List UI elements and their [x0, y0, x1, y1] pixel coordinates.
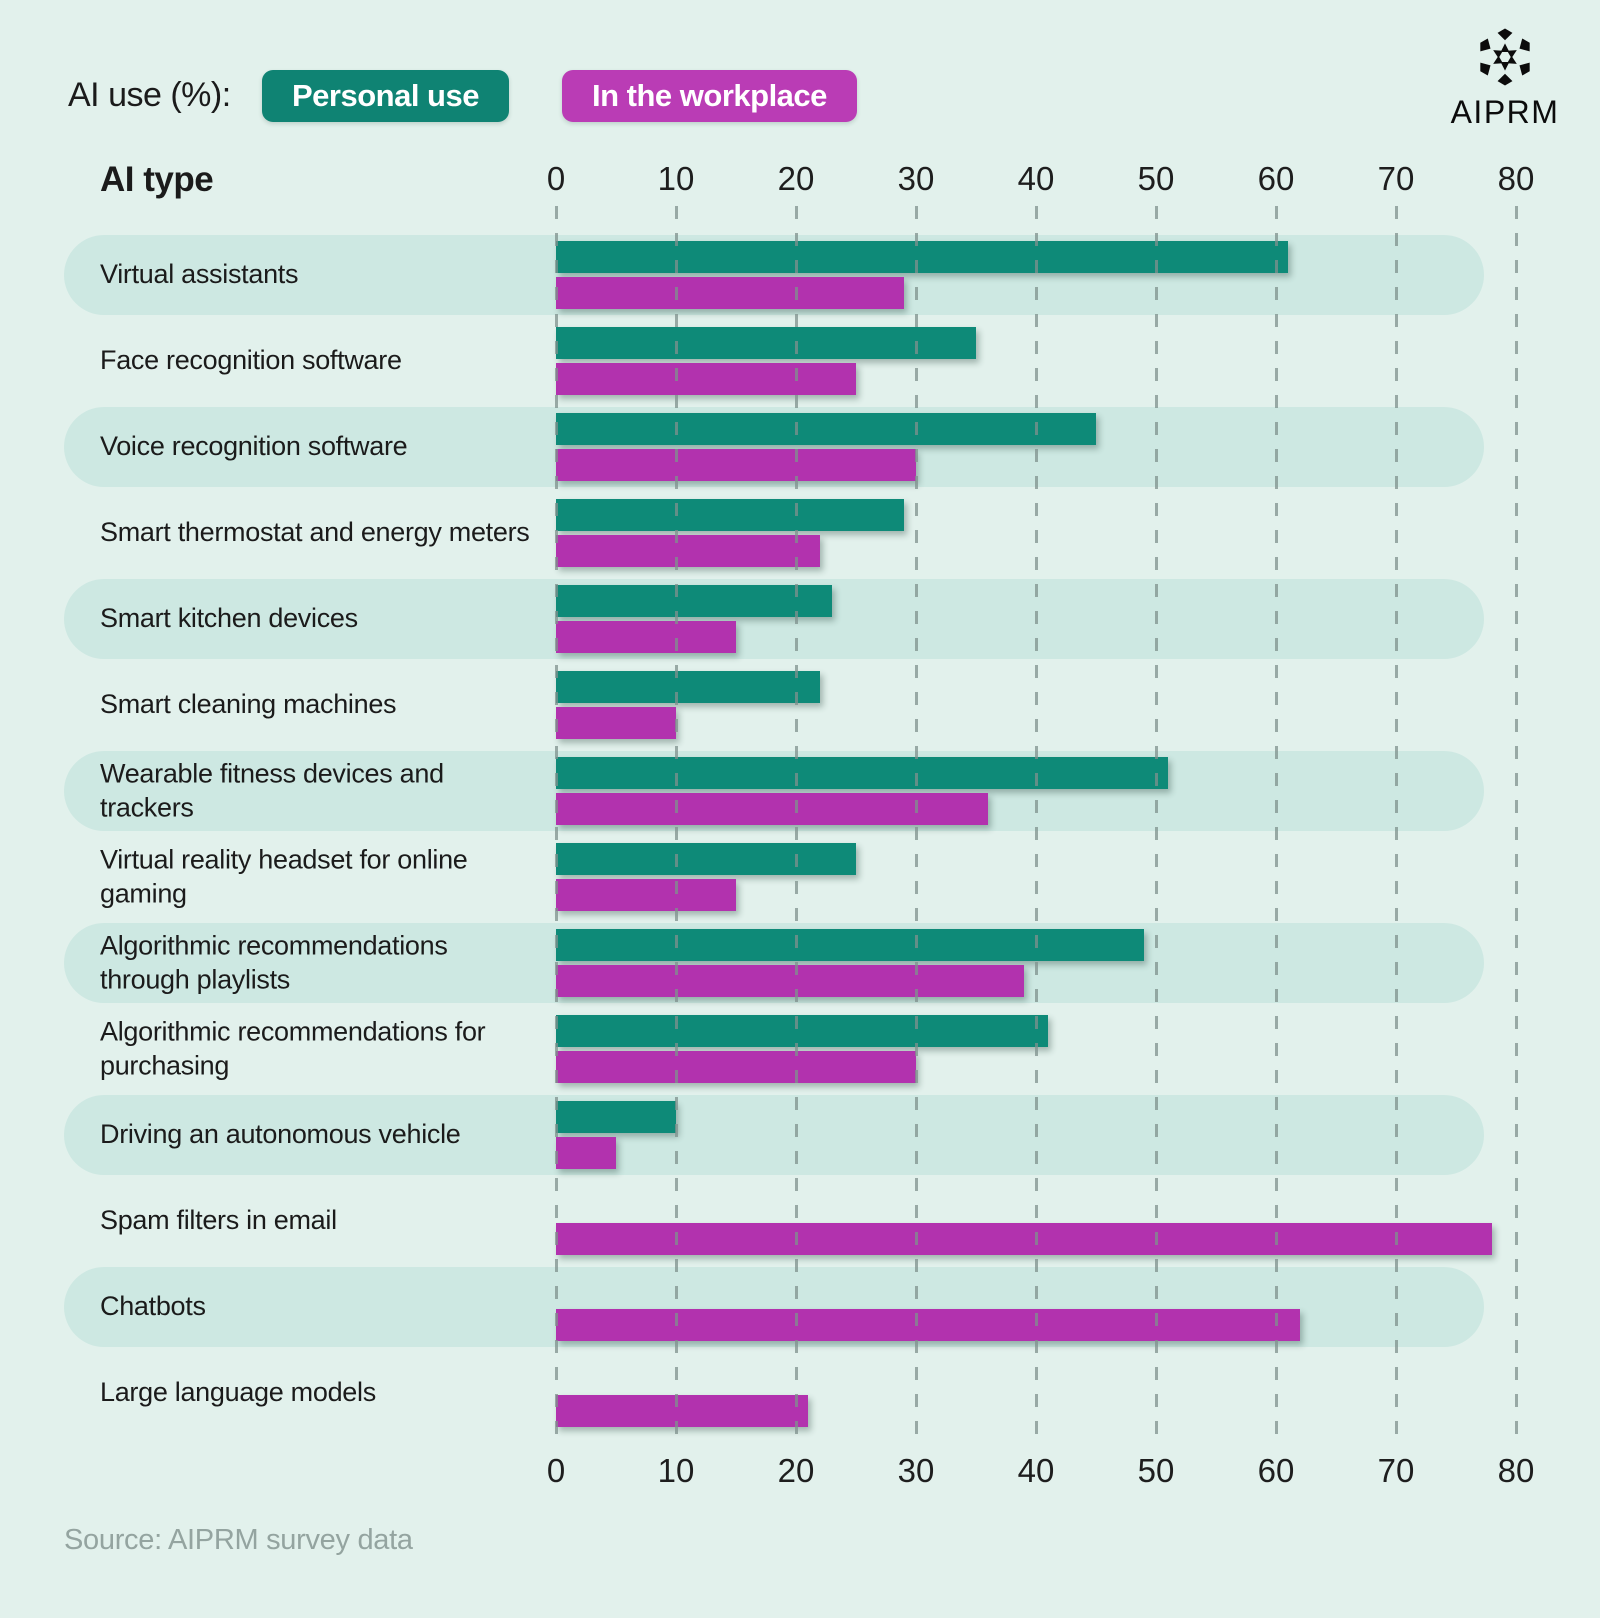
bar-in-the-workplace — [556, 449, 916, 481]
chart-row — [0, 1264, 1600, 1350]
row-bars — [556, 1264, 1516, 1350]
axis-tick-label: 0 — [546, 160, 566, 197]
bar-personal-use — [556, 585, 832, 617]
bar-in-the-workplace — [556, 707, 676, 739]
row-bars — [556, 490, 1516, 576]
row-label: Driving an autonomous vehicle — [100, 1119, 461, 1150]
row-bars — [556, 404, 1516, 490]
chart-row — [0, 1092, 1600, 1178]
bar-in-the-workplace — [556, 277, 904, 309]
chart-row — [0, 404, 1600, 490]
bar-personal-use — [556, 757, 1168, 789]
axis-tick-label: 50 — [1137, 1452, 1175, 1489]
chart-row — [0, 1178, 1600, 1264]
bar-in-the-workplace — [556, 1137, 616, 1169]
bar-in-the-workplace — [556, 1223, 1492, 1255]
axis-tick-label: 30 — [897, 1452, 935, 1489]
row-label: Wearable fitness devices and trackers — [100, 758, 444, 822]
axis-top — [546, 160, 1535, 200]
bar-in-the-workplace — [556, 1051, 916, 1083]
axis-tick-label: 20 — [777, 160, 815, 197]
axis-tick-label: 10 — [657, 1452, 695, 1489]
row-label: Smart cleaning machines — [100, 689, 397, 720]
row-label: Large language models — [100, 1377, 376, 1408]
row-bars — [556, 1092, 1516, 1178]
bar-personal-use — [556, 843, 856, 875]
bar-in-the-workplace — [556, 879, 736, 911]
bar-personal-use — [556, 241, 1288, 273]
row-label: Face recognition software — [100, 345, 402, 376]
row-label: Algorithmic recommendations for purchasing — [100, 1016, 486, 1080]
axis-bottom — [546, 1452, 1535, 1492]
category-axis-label: AI type — [100, 160, 214, 199]
chart-row — [0, 834, 1600, 920]
chart-row — [0, 748, 1600, 834]
chart-row — [0, 318, 1600, 404]
row-bars — [556, 748, 1516, 834]
chart-rows — [0, 232, 1600, 1436]
chart-title: AI use (%): — [68, 76, 231, 114]
chart-row — [0, 1350, 1600, 1436]
legend-personal-use — [262, 70, 509, 122]
row-label: Spam filters in email — [100, 1205, 337, 1236]
row-bars — [556, 318, 1516, 404]
row-label: Virtual reality headset for online gaming — [100, 844, 468, 908]
aiprm-logo-icon — [1474, 26, 1536, 88]
axis-tick-label: 60 — [1257, 1452, 1295, 1489]
row-bars — [556, 834, 1516, 920]
row-label: Virtual assistants — [100, 259, 299, 290]
legend-personal-use-label: Personal use — [292, 78, 479, 113]
chart-row — [0, 576, 1600, 662]
chart-row — [0, 662, 1600, 748]
row-label: Voice recognition software — [100, 431, 408, 462]
axis-tick-label: 10 — [657, 160, 695, 197]
bar-in-the-workplace — [556, 1309, 1300, 1341]
bar-in-the-workplace — [556, 621, 736, 653]
row-bars — [556, 1178, 1516, 1264]
axis-tick-label: 70 — [1377, 1452, 1415, 1489]
bar-personal-use — [556, 499, 904, 531]
axis-tick-label: 50 — [1137, 160, 1175, 197]
row-bars — [556, 920, 1516, 1006]
axis-tick-label: 80 — [1497, 160, 1535, 197]
bar-in-the-workplace — [556, 363, 856, 395]
row-label: Smart kitchen devices — [100, 603, 358, 634]
axis-tick-label: 80 — [1497, 1452, 1535, 1489]
aiprm-logo-text: AIPRM — [1450, 94, 1560, 130]
chart-row — [0, 1006, 1600, 1092]
bar-in-the-workplace — [556, 965, 1024, 997]
row-label: Smart thermostat and energy meters — [100, 517, 530, 548]
axis-tick-label: 20 — [777, 1452, 815, 1489]
axis-tick-label: 40 — [1017, 1452, 1055, 1489]
chart-row — [0, 490, 1600, 576]
legend-in-the-workplace-label: In the workplace — [592, 78, 827, 113]
bar-in-the-workplace — [556, 535, 820, 567]
chart-row — [0, 920, 1600, 1006]
bar-personal-use — [556, 671, 820, 703]
axis-tick-label: 70 — [1377, 160, 1415, 197]
legend-in-the-workplace — [562, 70, 857, 122]
row-bars — [556, 662, 1516, 748]
bar-personal-use — [556, 929, 1144, 961]
bar-personal-use — [556, 327, 976, 359]
row-label: Chatbots — [100, 1291, 206, 1322]
axis-tick-label: 60 — [1257, 160, 1295, 197]
row-label: Algorithmic recommendations through playlists — [100, 930, 448, 994]
bar-in-the-workplace — [556, 1395, 808, 1427]
row-bars — [556, 1006, 1516, 1092]
bar-personal-use — [556, 1101, 676, 1133]
bar-personal-use — [556, 413, 1096, 445]
row-bars — [556, 1350, 1516, 1436]
axis-tick-label: 40 — [1017, 160, 1055, 197]
bar-in-the-workplace — [556, 793, 988, 825]
row-bars — [556, 576, 1516, 662]
source-note: Source: AIPRM survey data — [64, 1524, 413, 1556]
aiprm-logo — [1440, 26, 1570, 131]
axis-tick-label: 30 — [897, 160, 935, 197]
row-bars — [556, 232, 1516, 318]
chart-row — [0, 232, 1600, 318]
axis-tick-label: 0 — [546, 1452, 566, 1489]
bar-personal-use — [556, 1015, 1048, 1047]
